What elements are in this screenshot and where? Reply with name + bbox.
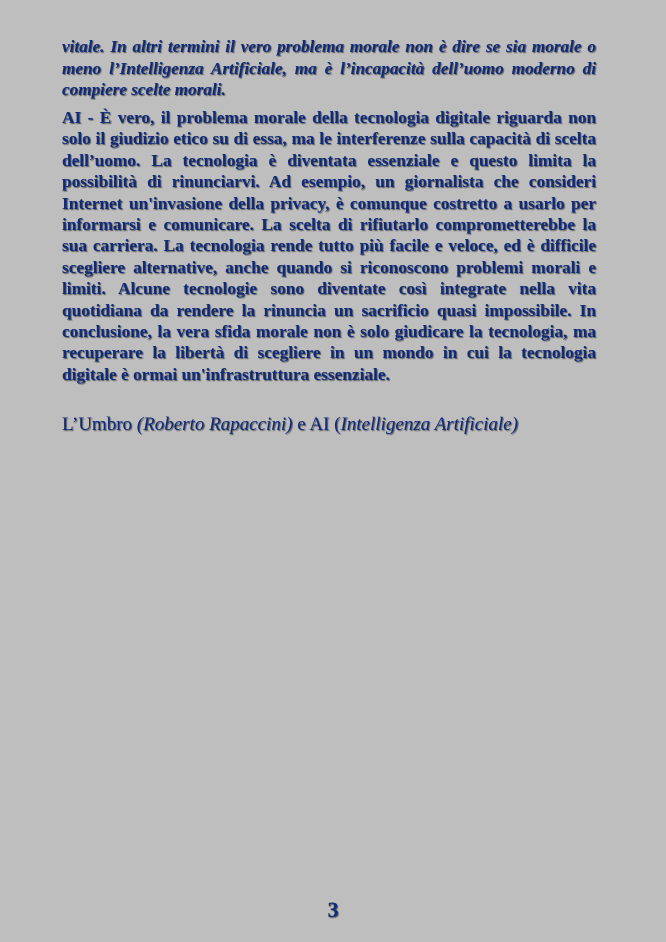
author-pseudonym: L’Umbro bbox=[62, 414, 137, 435]
signature-conjunction: e AI ( bbox=[292, 414, 341, 435]
page-number: 3 bbox=[327, 897, 339, 922]
ai-name: Intelligenza Artificiale) bbox=[340, 414, 518, 435]
ai-paragraph bbox=[62, 107, 596, 385]
ai-speaker-label: AI - bbox=[62, 108, 100, 127]
italic-paragraph: vitale. In altri termini il vero problema morale non è dire se sia morale o meno l’Intelligenza Artificiale, ma è l’incapacità dell’uomo moderno di compiere scelte morali. bbox=[62, 37, 596, 100]
ai-paragraph-text: È vero, il problema morale della tecnologia digitale riguarda non solo il giudizio etico su di essa, ma le interferenze sulla capacità di scelta dell’uomo. La tecnologia è diventata essenziale e questo limita la possibilità di rinunciarvi. Ad esempio, un giornalista che consideri Internet un'invasione della privacy, è comunque costretto a usarlo per informarsi e comunicare. La scelta di rifiutarlo comprometterebbe la sua carriera. La tecnologia rende tutto più facile e veloce, ed è difficile scegliere alternative, anche quando si riconoscono problemi morali e limiti. Alcune tecnologie sono diventate così integrate nella vita quotidiana da rendere la rinuncia un sacrificio quasi impossibile. In conclusione, la vera sfida morale non è solo giudicare la tecnologia, ma recuperare la libertà di scegliere in un mondo in cui la tecnologia digitale è ormai un'infrastruttura essenziale. bbox=[62, 108, 596, 384]
author-name: (Roberto Rapaccini) bbox=[136, 414, 293, 435]
signature-line bbox=[62, 413, 596, 437]
